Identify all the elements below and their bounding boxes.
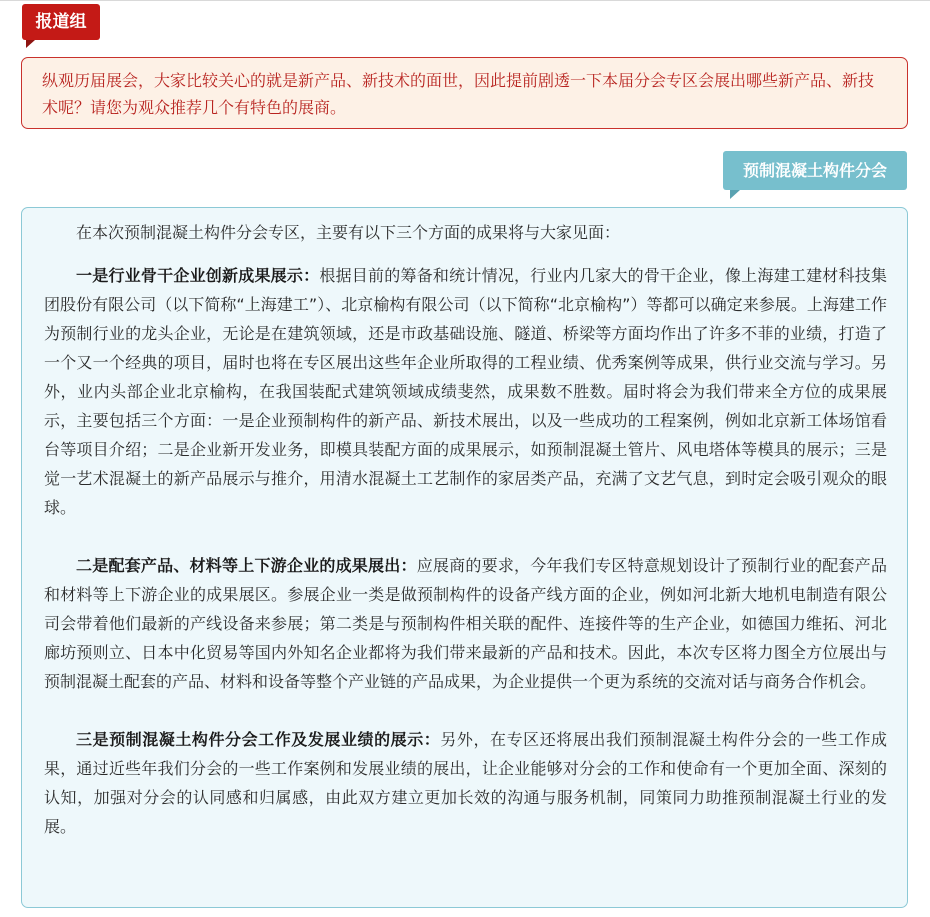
section-1-heading: 一是行业骨干企业创新成果展示： (76, 266, 320, 285)
answer-section-1 (44, 261, 887, 522)
section-2-heading: 二是配套产品、材料等上下游企业的成果展出： (76, 556, 417, 575)
top-divider (0, 0, 930, 1)
answer-section-2 (44, 551, 887, 696)
answer-section-3 (44, 725, 887, 841)
reporter-tag-tail (26, 40, 35, 48)
speaker-tag: 预制混凝土构件分会 (723, 151, 907, 190)
speaker-tag-tail (730, 190, 740, 199)
section-3-heading: 三是预制混凝土构件分会工作及发展业绩的展示： (76, 730, 441, 749)
section-2-body: 应展商的要求，今年我们专区特意规划设计了预制行业的配套产品和材料等上下游企业的成果展区。参展企业一类是做预制构件的设备产线方面的企业，例如河北新大地机电制造有限公司会带着他们最新的产线设备来参展；第二类是与预制构件相关联的配件、连接件等的生产企业，如德国力维拓、河北廊坊预则立、日本中化贸易等国内外知名企业都将为我们带来最新的产品和技术。因此，本次专区将力图全方位展出与预制混凝土配套的产品、材料和设备等整个产业链的产品成果，为企业提供一个更为系统的交流对话与商务合作机会。 (44, 556, 887, 691)
answer-intro: 在本次预制混凝土构件分会专区，主要有以下三个方面的成果将与大家见面： (76, 223, 621, 242)
question-box (21, 57, 908, 129)
section-3-body: 另外，在专区还将展出我们预制混凝土构件分会的一些工作成果，通过近些年我们分会的一些工作案例和发展业绩的展出，让企业能够对分会的工作和使命有一个更加全面、深刻的认知，加强对分会的认同感和归属感，由此双方建立更加长效的沟通与服务机制，同策同力助推预制混凝土行业的发展。 (44, 730, 887, 836)
reporter-tag: 报道组 (22, 4, 100, 40)
answer-box (21, 207, 908, 908)
question-text: 纵观历届展会，大家比较关心的就是新产品、新技术的面世，因此提前剧透一下本届分会专区会展出哪些新产品、新技术呢？请您为观众推荐几个有特色的展商。 (42, 71, 875, 117)
section-1-body: 根据目前的筹备和统计情况，行业内几家大的骨干企业，像上海建工建材科技集团股份有限公司（以下简称“上海建工”）、北京榆构有限公司（以下简称“北京榆构”）等都可以确定来参展。上海建工作为预制行业的龙头企业，无论是在建筑领域，还是市政基础设施、隧道、桥梁等方面均作出了许多不菲的业绩，打造了一个又一个经典的项目，届时也将在专区展出这些年企业所取得的工程业绩、优秀案例等成果，供行业交流与学习。另外，业内头部企业北京榆构，在我国装配式建筑领域成绩斐然，成果数不胜数。届时将会为我们带来全方位的成果展示，主要包括三个方面：一是企业预制构件的新产品、新技术展出，以及一些成功的工程案例，例如北京新工体场馆看台等项目介绍；二是企业新开发业务，即模具装配方面的成果展示，如预制混凝土管片、风电塔体等模具的展示；三是觉一艺术混凝土的新产品展示与推介，用清水混凝土工艺制作的家居类产品，充满了文艺气息，到时定会吸引观众的眼球。 (44, 266, 887, 517)
